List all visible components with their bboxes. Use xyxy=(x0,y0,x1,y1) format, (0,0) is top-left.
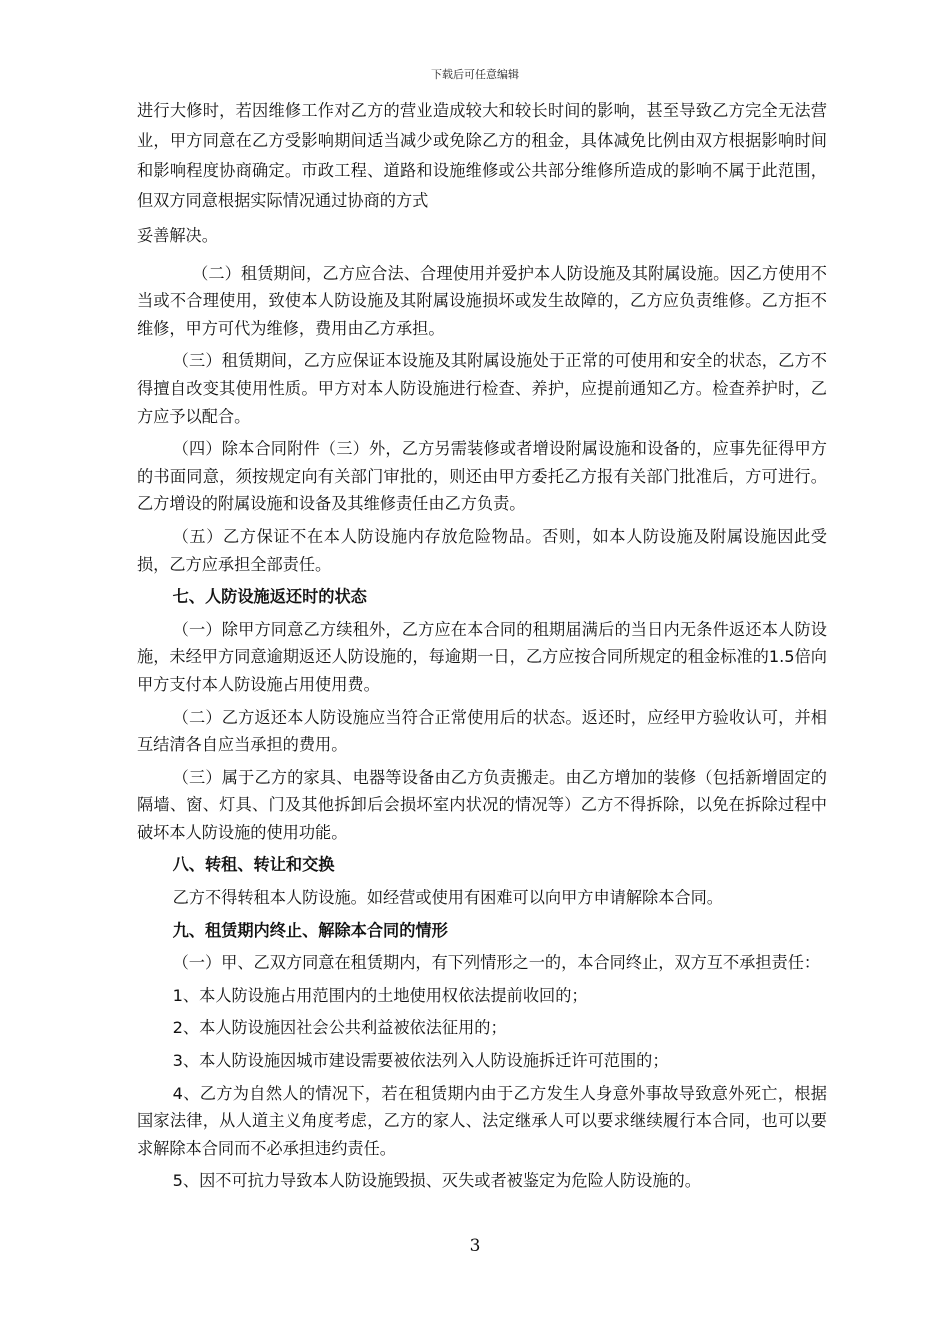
paragraph: （二）租赁期间，乙方应合法、合理使用并爱护本人防设施及其附属设施。因乙方使用不当或不合理使用，致使本人防设施及其附属设施损坏或发生故障的，乙方应负责维修。乙方拒不维修，甲方可代为维修，费用由乙方承担。 xyxy=(137,263,827,338)
paragraph: （四）除本合同附件（三）外，乙方另需装修或者增设附属设施和设备的，应事先征得甲方的书面同意，须按规定向有关部门审批的，则还由甲方委托乙方报有关部门批准后，方可进行。乙方增设的附属设施和设备及其维修责任由乙方负责。 xyxy=(137,439,827,514)
section-heading: 八、转租、转让和交换 xyxy=(172,855,335,875)
paragraph: （三）租赁期间，乙方应保证本设施及其附属设施处于正常的可使用和安全的状态，乙方不得擅自改变其使用性质。甲方对本人防设施进行检查、养护，应提前通知乙方。检查养护时，乙方应予以配合。 xyxy=(137,351,827,426)
section-heading: 九、租赁期内终止、解除本合同的情形 xyxy=(172,920,448,940)
paragraph: 乙方不得转租本人防设施。如经营或使用有困难可以向甲方申请解除本合同。 xyxy=(172,888,723,908)
section-heading: 七、人防设施返还时的状态 xyxy=(172,587,367,607)
document-body xyxy=(137,96,827,1200)
list-item: 3、本人防设施因城市建设需要被依法列入人防设施拆迁许可范围的； xyxy=(172,1051,669,1071)
paragraph: （五）乙方保证不在本人防设施内存放危险物品。否则，如本人防设施及附属设施因此受损，乙方应承担全部责任。 xyxy=(137,526,827,574)
list-item: 1、本人防设施占用范围内的土地使用权依法提前收回的； xyxy=(172,985,588,1005)
page-number: 3 xyxy=(469,1236,481,1256)
list-item: 4、乙方为自然人的情况下，若在租赁期内由于乙方发生人身意外事故导致意外死亡，根据国家法律，从人道主义角度考虑，乙方的家人、法定继承人可以要求继续履行本合同，也可以要求解除本合同而不必承担违约责任。 xyxy=(137,1083,827,1158)
paragraph: （三）属于乙方的家具、电器等设备由乙方负责搬走。由乙方增加的装修（包括新增固定的隔墙、窗、灯具、门及其他拆卸后会损坏室内状况的情况等）乙方不得拆除，以免在拆除过程中破坏本人防设施的使用功能。 xyxy=(137,767,827,842)
paragraph: （一）甲、乙双方同意在租赁期内，有下列情形之一的，本合同终止，双方互不承担责任： xyxy=(172,953,821,973)
list-item: 2、本人防设施因社会公共利益被依法征用的； xyxy=(172,1018,507,1038)
page-header: 下载后可任意编辑 xyxy=(431,68,519,81)
paragraph: （二）乙方返还本人防设施应当符合正常使用后的状态。返还时，应经甲方验收认可，并相互结清各自应当承担的费用。 xyxy=(137,707,827,755)
paragraph: （一）除甲方同意乙方续租外，乙方应在本合同的租期届满后的当日内无条件返还本人防设施，未经甲方同意逾期返还人防设施的，每逾期一日，乙方应按合同所规定的租金标准的1.5倍向甲方支付本人防设施占用使用费。 xyxy=(137,619,827,694)
paragraph: 妥善解决。 xyxy=(137,226,218,245)
list-item: 5、因不可抗力导致本人防设施毁损、灭失或者被鉴定为危险人防设施的。 xyxy=(172,1171,701,1191)
paragraph: 进行大修时，若因维修工作对乙方的营业造成较大和较长时间的影响，甚至导致乙方完全无法营业，甲方同意在乙方受影响期间适当减少或免除乙方的租金，具体减免比例由双方根据影响时间和影响程度协商确定。市政工程、道路和设施维修或公共部分维修所造成的影响不属于此范围，但双方同意根据实际情况通过协商的方式 xyxy=(137,101,827,210)
